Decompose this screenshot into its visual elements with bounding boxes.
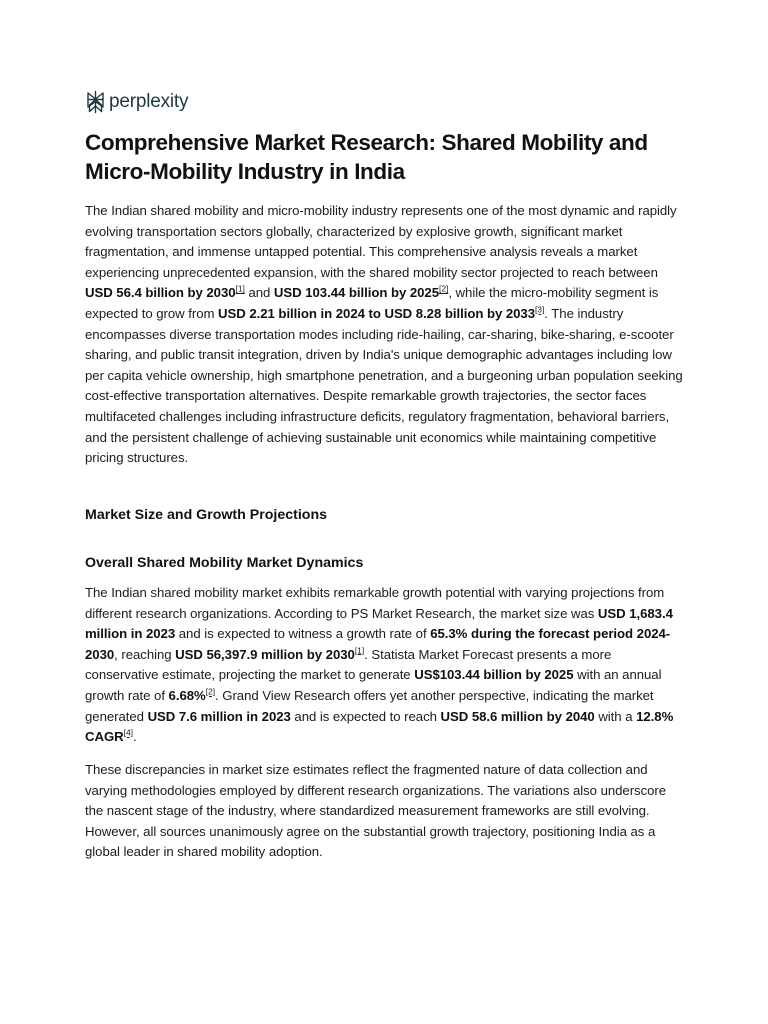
intro-paragraph — [85, 201, 685, 469]
citation-link[interactable]: [1] — [354, 645, 365, 656]
overall-highlight-2: 65.3% during the forecast period 2024-2030 — [85, 626, 671, 662]
intro-text-3: , while the micro-mobility segment is expected to grow from — [85, 285, 659, 321]
intro-text-2: and — [244, 285, 274, 301]
overall-text-1: The Indian shared mobility market exhibits remarkable growth potential with varying projections from different research organizations. According to PS Market Research, the market size was — [85, 585, 665, 621]
overall-text-6: . Grand View Research offers yet another perspective, indicating the market generated — [85, 687, 654, 724]
citation-link[interactable]: [2] — [205, 686, 216, 697]
overall-highlight-1: USD 1,683.4 million in 2023 — [85, 605, 673, 642]
overall-text-4: . Statista Market Forecast presents a more conservative estimate, projecting the market to generate — [85, 646, 612, 683]
citation-link[interactable]: [4] — [123, 727, 133, 738]
overall-text-7: and is expected to reach — [290, 708, 441, 724]
overall-paragraph — [85, 583, 685, 748]
discrepancies-paragraph: These discrepancies in market size estimates reflect the fragmented nature of data collection and varying methodologies employed by different research organizations. The variations also underscore the nascent stage of the industry, where standardized measurement frameworks are still evolving. However, all sources unanimously agree on the substantial growth trajectory, positioning India as a global leader in shared mobility adoption. — [85, 762, 667, 860]
intro-text-4: . The industry encompasses diverse transportation modes including ride-hailing, car-sharing, bike-sharing, e-scooter sharing, and public transit integration, driven by India's unique demographic advantages including low per capita vehicle ownership, high smartphone penetration, and a burgeoning urban population seeking cost-effective transportation alternatives. Despite remarkable growth trajectories, the sector faces multifaceted challenges including infrastructure deficits, regulatory fragmentation, behavioral barriers, and the persistent challenge of achieving sustainable unit economics while maintaining competitive pricing structures. — [85, 305, 683, 466]
overall-highlight-3: USD 56,397.9 million by 2030 — [175, 646, 355, 662]
overall-text-3: , reaching — [114, 646, 176, 662]
document-title: Comprehensive Market Research: Shared Mobility and Micro-Mobility Industry in India — [85, 130, 648, 184]
section-heading: Market Size and Growth Projections — [85, 507, 328, 523]
citation-link[interactable]: [3] — [534, 304, 545, 315]
intro-text-1: The Indian shared mobility and micro-mobility industry represents one of the most dynamic and rapidly evolving transportation sectors globally, characterized by explosive growth, significant market fragmentation, and immense untapped potential. This comprehensive analysis reveals a market experiencing unprecedented expansion, with the shared mobility sector projected to reach between — [85, 203, 677, 280]
perplexity-logo-icon — [85, 90, 106, 114]
overall-highlight-4: US$103.44 billion by 2025 — [414, 667, 574, 683]
intro-highlight-2: USD 103.44 billion by 2025 — [273, 285, 440, 301]
perplexity-logo[interactable] — [85, 90, 188, 114]
intro-highlight-1: USD 56.4 billion by 2030 — [85, 285, 236, 301]
overall-text-5: with an annual growth rate of — [85, 667, 662, 703]
overall-text-8: with a — [594, 708, 637, 724]
overall-highlight-7: USD 58.6 million by 2040 — [440, 708, 595, 724]
citation-link[interactable]: [2] — [439, 283, 449, 294]
subsection-heading: Overall Shared Mobility Market Dynamics — [85, 555, 364, 571]
overall-highlight-5: 6.68% — [168, 687, 206, 703]
overall-text-2: and is expected to witness a growth rate of — [175, 626, 431, 642]
overall-text-9: . — [132, 729, 137, 745]
overall-highlight-8: 12.8% CAGR — [85, 708, 674, 745]
brand-name: perplexity — [109, 91, 189, 112]
intro-highlight-3: USD 2.21 billion in 2024 to USD 8.28 billion by 2033 — [218, 305, 535, 321]
citation-link[interactable]: [1] — [235, 283, 245, 294]
overall-highlight-6: USD 7.6 million in 2023 — [147, 708, 291, 724]
